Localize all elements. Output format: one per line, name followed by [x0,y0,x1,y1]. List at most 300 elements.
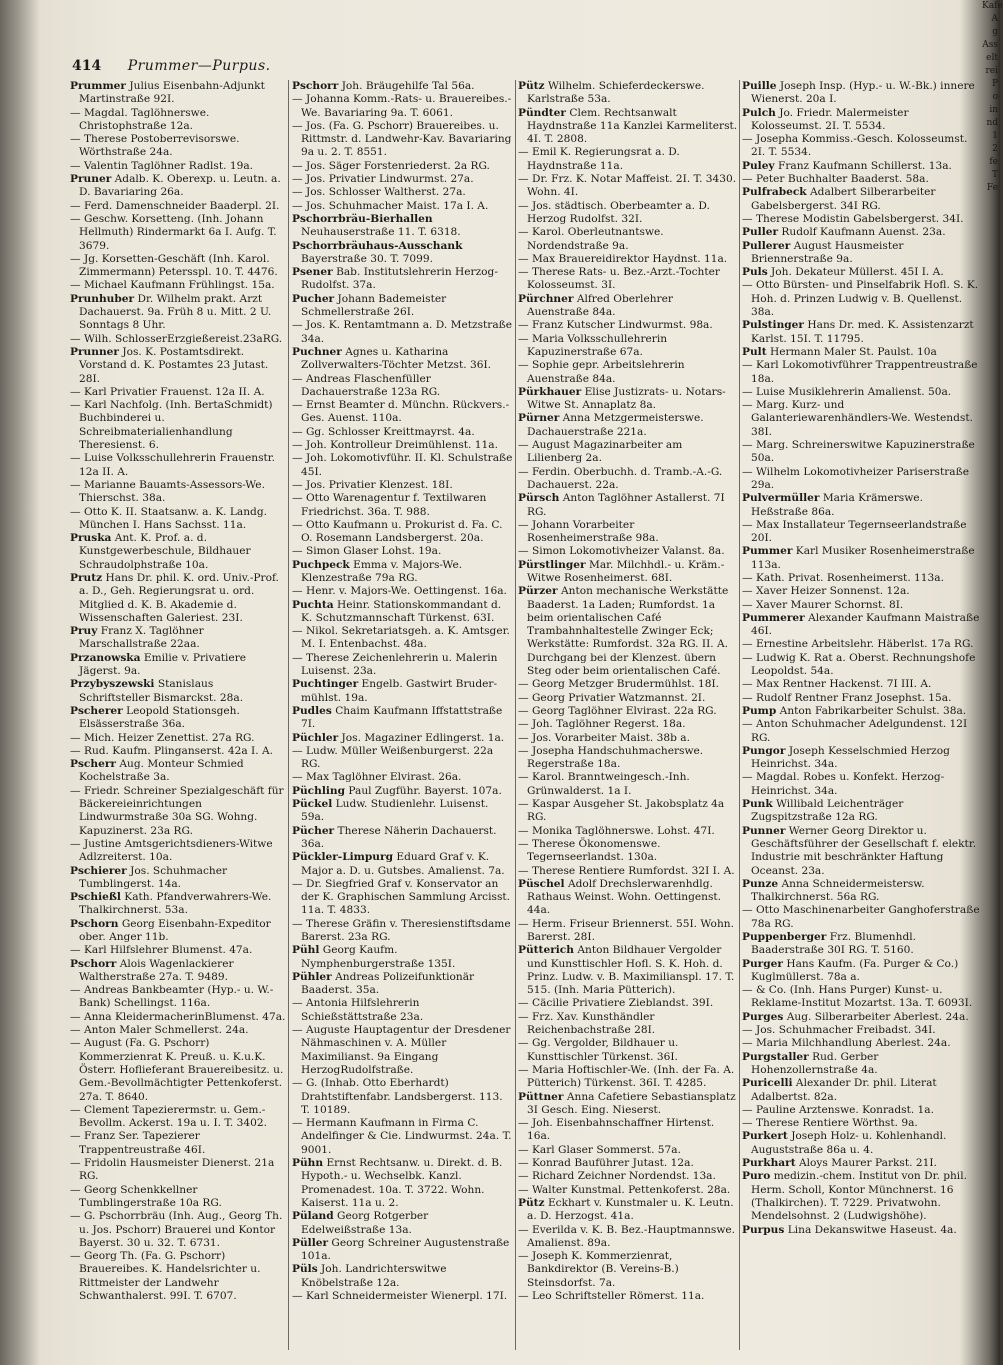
entry-text: — Otto K. II. Staatsanw. a. K. Landg. München I. Hans Sachsst. 11a. [70,505,267,531]
entry-surname: Pücher [292,824,335,837]
entry-surname: Purgstaller [742,1050,809,1063]
directory-entry [742,1170,980,1223]
directory-entry [70,107,286,134]
entry-text: — Simon Lokomotivheizer Valanst. 8a. [518,545,725,558]
entry-text: Therese Näherin Dachauerst. 36a. [301,824,497,850]
directory-entry [70,625,286,652]
entry-text: — Joh. Eisenbahnschaffner Hirtenst. 16a. [518,1117,715,1143]
directory-entry [518,678,738,691]
entry-text: — Luise Volksschullehrerin Frauenstr. 12a II. A. [70,452,276,478]
entry-text: Georg Eisenbahn-Expeditor ober. Anger 11b. [79,917,271,943]
entry-surname: Purger [742,957,783,970]
directory-entry [518,1064,738,1091]
entry-text: — Therese Rentiere Rumfordst. 32I I. A. [518,864,735,877]
entry-text: — Jos. Vorarbeiter Maist. 38b a. [518,731,690,744]
entry-text: Ant. K. Prof. a. d. Kunstgewerbeschule, Bildhauer Schraudolphstraße 10a. [79,532,251,571]
entry-text: — Magdal. Robes u. Konfekt. Herzog-Heinrichst. 34a. [742,771,945,797]
directory-entry [742,904,980,931]
directory-entry [70,758,286,785]
directory-entry [70,785,286,838]
entry-surname: Pürchner [518,292,574,305]
directory-entry [518,519,738,546]
entry-text: Andreas Polizeifunktionär Baaderst. 35a. [301,970,475,997]
edge-fragment: A [991,14,998,24]
entry-surname: Pult [742,345,767,358]
entry-surname: Pschorn [70,917,119,930]
directory-entry [742,878,980,905]
entry-text: — Kath. Privat. Rosenheimerst. 113a. [742,571,944,584]
directory-entry [518,1117,738,1144]
entry-text: — Pauline Arztenswe. Konradst. 1a. [742,1103,934,1116]
directory-entry [518,825,738,838]
directory-entry [292,878,514,918]
directory-entry [292,186,514,199]
directory-entry [70,213,286,253]
entry-text: Kath. Pfandverwahrers-We. Thalkirchnerst. 53a. [79,891,272,917]
entry-text: — & Co. (Inh. Hans Purger) Kunst- u. Reklame-Institut Mozartst. 13a. T. 6093I. [742,984,973,1010]
directory-entry [518,944,738,997]
directory-entry [70,133,286,160]
directory-entry [70,1037,286,1103]
entry-text: — Luise Musiklehrerin Amalienst. 50a. [742,385,952,398]
directory-entry [70,532,286,572]
directory-entry [70,452,286,479]
directory-entry [742,492,980,519]
entry-text: — Jos. Schlosser Waltherst. 27a. [292,186,466,199]
directory-entry [70,173,286,200]
entry-text: — Xaver Maurer Schornst. 8I. [742,598,904,611]
directory-entry [742,1024,980,1037]
edge-fragment: 1 [992,131,998,141]
entry-text: — Jos. Schuhmacher Maist. 17a I. A. [292,199,489,212]
directory-entry [518,146,738,173]
entry-text: — Karl Lokomotivführer Trappentreustraße 18a. [742,359,978,385]
entry-text: — Maria Hoftischler-We. (Inh. der Fa. A. Pütterich) Türkenst. 36I. T. 4285. [518,1063,735,1090]
entry-text: — Otto Bürsten- und Pinselfabrik Hofl. S. K. Hoh. d. Prinzen Ludwig v. B. Quellenst. 38a. [742,279,979,319]
entry-text: — Max Rentner Hackenst. 7I III. A. [742,678,932,691]
entry-text: Maria Krämerswe. Heßstraße 86a. [751,492,923,518]
directory-entry [70,1104,286,1131]
directory-entry [518,1037,738,1064]
entry-text: — Otto Maschinenarbeiter Ganghoferstraße 78a RG. [742,904,980,930]
directory-entry [518,107,738,147]
entry-surname: Prutz [70,571,103,584]
directory-entry [742,718,980,745]
directory-entry [70,346,286,386]
entry-text: — August Magazinarbeiter am Lilienberg 2a. [518,439,683,465]
entry-surname: Pump [742,704,777,717]
entry-text: Aug. Monteur Schmied Kochelstraße 3a. [79,758,244,784]
entry-text: — Mich. Heizer Zenettist. 27a RG. [70,731,255,744]
entry-surname: Pulstinger [742,319,805,332]
directory-entry [518,997,738,1010]
entry-text: Hans Kaufm. (Fa. Purger & Co.) Kuglmüllerst. 78a a. [751,957,959,983]
entry-surname: Puille [742,80,777,92]
entry-surname: Pschorr [292,80,339,92]
directory-entry [742,771,980,798]
entry-text: — G. Pschorrbräu (Inh. Aug., Georg Th. u. Jos. Pschorr) Brauerei und Kontor Bayerst. 30 u. 32. T. 6731. [70,1210,283,1249]
entry-surname: Purpus [742,1223,785,1236]
entry-text: — Jos. Privatier Klenzest. 18I. [292,478,453,491]
entry-text: Alfred Oberlehrer Auenstraße 84a. [527,292,673,319]
entry-text: — Frz. Xav. Kunsthändler Reichenbachstraße 28I. [518,1010,656,1037]
entry-surname: Pütterich [518,944,574,957]
entry-text: — Joh. Lokomotivführ. II. Kl. Schulstraße 45I. [292,452,513,478]
directory-entry [518,1197,738,1224]
directory-entry [518,492,738,519]
edge-fragment: Kafe [982,1,1003,11]
directory-entry [518,798,738,825]
directory-entry [292,519,514,546]
directory-entry [292,1237,514,1264]
entry-text: — Clement Tapezierermstr. u. Gem.-Bevollm. Ackerst. 19a u. I. T. 3402. [70,1103,267,1130]
entry-surname: Purkhart [742,1157,796,1170]
entry-surname: Pscherer [70,704,123,717]
entry-text: — Karl Glaser Sommerst. 57a. [518,1143,681,1156]
entry-text: Jos. Schuhmacher Tumblingerst. 14a. [79,864,228,890]
entry-text: — Max Brauereidirektor Haydnst. 11a. [518,252,728,265]
entry-text: Rud. Gerber Hohenzollernstraße 4a. [751,1050,879,1076]
entry-surname: Pschorr [70,957,117,970]
edge-fragment: P [991,79,998,89]
directory-entry [742,439,980,466]
entry-text: Ernst Rechtsanw. u. Direkt. d. B. Hypoth.- u. Wechselbk. Kanzl. Promenadest. 10a. T. 3722. Wohn. Kaiserst. 11a u. 2. [301,1157,503,1209]
entry-text: Jos. Magaziner Edlingerst. 1a. [341,731,505,744]
directory-entry [292,452,514,479]
directory-entry [518,692,738,705]
directory-entry [742,825,980,878]
directory-entry [292,479,514,492]
directory-entry [70,652,286,679]
directory-entry [518,878,738,918]
entry-text: — Jos. Schuhmacher Freibadst. 34I. [742,1024,936,1037]
directory-entry [70,479,286,506]
entry-text: Willibald Leichenträger Zugspitzstraße 12a RG. [751,798,904,824]
directory-entry [292,825,514,852]
entry-text: Adalbert Silberarbeiter Gabelsbergerst. 34I RG. [751,186,936,212]
entry-text: Hermann Maler St. Paulst. 10a [769,345,937,358]
entry-surname: Psener [292,266,333,279]
directory-entry [742,931,980,958]
directory-entry [292,200,514,213]
directory-entry [742,1051,980,1078]
entry-text: Lina Dekanswitwe Haseust. 4a. [787,1223,957,1236]
directory-entry [518,1091,738,1118]
entry-text: — Fridolin Hausmeister Dienerst. 21a RG. [70,1157,275,1183]
edge-fragment: Fe [986,183,998,193]
entry-text: — Therese Rentiere Wörthst. 9a. [742,1117,918,1130]
entry-text: — Karol. Branntweingesch.-Inh. Grünwalderst. 1a I. [518,771,690,797]
directory-entry [70,918,286,945]
entry-text: Franz X. Taglöhner Marschallstraße 22aa. [79,625,204,651]
entry-text: Hans Dr. med. K. Assistenzarzt Karlst. 15I. T. 11795. [751,319,974,345]
entry-text: — Emil K. Regierungsrat a. D. Haydnstraße 11a. [518,146,680,172]
entry-surname: Puro [742,1170,771,1183]
directory-entry [292,1077,514,1117]
entry-surname: Puls [742,266,768,279]
directory-entry [70,1157,286,1184]
entry-text: Jo. Friedr. Malermeister Kolosseumst. 2I. T. 5534. [751,106,909,132]
entry-text: — Joh. Taglöhner Regerst. 18a. [518,718,686,731]
entry-text: — Otto Warenagentur f. Textilwaren Friedrichst. 36a. T. 988. [292,492,487,518]
entry-text: Werner Georg Direktor u. Geschäftsführer der Gesellschaft f. elektr. Industrie mit beschränkter Haftung Oceanst. 23a. [751,824,977,877]
entry-text: Paul Zugführ. Bayerst. 107a. [348,784,502,797]
column-divider [288,80,289,1350]
directory-entry [70,1011,286,1024]
entry-text: Alexander Dr. phil. Literat Adalbertst. 82a. [751,1077,937,1103]
directory-entry [70,1184,286,1211]
page-number: 414 [72,58,102,74]
entry-text: Joseph Holz- u. Kohlenhandl. Auguststraße 86a u. 4. [751,1130,947,1156]
directory-entry [518,1250,738,1290]
directory-entry [292,851,514,878]
entry-text: Joh. Landrichterswitwe Knöbelstraße 12a. [301,1263,447,1289]
directory-entry [292,771,514,784]
directory-entry [292,798,514,825]
directory-entry [70,506,286,533]
entry-surname: Püchler [292,731,339,744]
directory-entry [742,1117,980,1130]
entry-surname: Pudles [292,704,332,717]
entry-surname: Puppenberger [742,931,827,943]
entry-text: August Hausmeister Briennerstraße 9a. [751,239,904,265]
entry-surname: Przanowska [70,651,141,664]
entry-text: — Gg. Vergolder, Bildhauer u. Kunsttischler Türkenst. 36I. [518,1037,679,1063]
entry-text: Chaim Kaufmann Iffstattstraße 7I. [301,704,503,731]
directory-entry [70,1130,286,1157]
entry-text: — Monika Taglöhnerswe. Lohst. 47I. [518,824,715,837]
directory-entry [742,638,980,651]
directory-entry [518,319,738,332]
entry-text: — Karl Privatier Frauenst. 12a II. A. [70,385,265,398]
directory-entry [518,266,738,293]
directory-entry [518,545,738,558]
directory-entry [70,572,286,625]
entry-text: — Therese Rats- u. Bez.-Arzt.-Tochter Kolosseumst. 3I. [518,266,720,292]
directory-entry [742,186,980,213]
entry-text: — Everilda v. K. B. Bez.-Hauptmannswe. Amalienst. 89a. [518,1223,736,1249]
entry-text: — Konrad Bauführer Jutast. 12a. [518,1157,694,1170]
edge-fragment: fe [989,157,998,167]
entry-text: — Ernst Beamter d. Münchn. Rückvers.-Ges. Auenst. 110a. [292,399,510,425]
directory-column-1 [70,80,286,1355]
entry-text: Leopold Stationsgeh. Elsässerstraße 36a. [79,704,240,731]
entry-text: — Antonia Hilfslehrerin Schießstättstraße 23a. [292,997,424,1023]
entry-text: Hans Dr. phil. K. ord. Univ.-Prof. a. D., Geh. Regierungsrat u. ord. Mitglied d. K. B. Akademie d. Wissenschaften Galeriest. 23I. [79,571,279,624]
entry-text: Anton Bildhauer Vergolder und Kunsttischler Hofl. S. K. Hoh. d. Prinz. Ludw. v. B. Maximilianspl. 17. T. 515. (Inh. Maria Pütterich). [527,944,735,997]
directory-entry [70,745,286,758]
entry-text: Engelb. Gastwirt Bruder-mühlst. 19a. [301,678,498,704]
entry-surname: Pschierer [70,864,127,877]
directory-column-2 [292,80,514,1355]
directory-entry [518,386,738,413]
directory-entry [518,1144,738,1157]
entry-text: — Marianne Bauamts-Assessors-We. Thierschst. 38a. [70,478,265,505]
entry-surname: Pürkhauer [518,385,582,398]
entry-surname: Püttner [518,1090,564,1103]
directory-entry [742,599,980,612]
directory-entry [742,958,980,985]
entry-text: — Therese Ökonomenswe. Tegernseerlandst. 130a. [518,837,661,864]
entry-text: — Sophie gepr. Arbeitslehrerin Auenstraße 84a. [518,359,685,385]
entry-text: — Magdal. Taglöhnerswe. Christophstraße 12a. [70,106,210,132]
edge-fragment: T [991,170,998,180]
directory-entry [292,492,514,519]
directory-entry [292,399,514,426]
entry-text: — Anton Maler Schmellerst. 24a. [70,1024,249,1037]
entry-text: — Georg Privatier Watzmannst. 2I. [518,691,706,704]
entry-text: — Dr. Siegfried Graf v. Konservator an der K. Graphischen Sammlung Arcisst. 11a. T. 4833. [292,877,510,917]
entry-surname: Pühler [292,970,332,983]
entry-surname: Pulch [742,106,776,119]
directory-entry [742,984,980,1011]
edge-fragment: in [989,105,998,115]
directory-entry [518,771,738,798]
entry-text: — Hermann Kaufmann in Firma C. Andelfinger & Cie. Lindwurmst. 24a. T. 9001. [292,1117,512,1156]
directory-entry [70,678,286,705]
directory-entry [70,865,286,892]
entry-surname: Pürsch [518,492,560,505]
directory-entry [742,466,980,493]
edge-fragment: g [992,27,998,37]
directory-entry [742,705,980,718]
entry-surname: Prunner [70,345,119,358]
directory-entry [742,160,980,173]
entry-surname: Punze [742,877,779,890]
entry-text: Bayerstraße 30. T. 7099. [301,252,433,265]
directory-entry [518,1011,738,1038]
directory-entry [70,838,286,865]
directory-entry [518,359,738,386]
entry-text: Neuhauserstraße 11. T. 6318. [301,226,461,239]
entry-text: Bab. Institutslehrerin Herzog-Rudolfst. 37a. [301,266,498,292]
directory-entry [518,412,738,439]
entry-text: Emma v. Majors-We. Klenzestraße 79a RG. [301,558,463,584]
entry-text: Dr. Wilhelm prakt. Arzt Dachauerst. 9a. Früh 8 u. Mitt. 2 U. Sonntags 8 Uhr. [79,292,272,332]
entry-text: — Peter Buchhalter Baaderst. 58a. [742,173,929,186]
entry-surname: Pürner [518,412,560,425]
entry-text: Heinr. Stationskommandant d. K. Schutzmannschaft Türkenst. 63I. [301,598,502,624]
entry-text: — Franz Ser. Tapezierer Trappentreustraße 46I. [70,1130,206,1156]
directory-entry [742,226,980,239]
entry-text: Ludw. Studienlehr. Luisenst. 59a. [301,798,489,824]
entry-text: — Ernestine Arbeitslehr. Häberlst. 17a RG. [742,638,974,651]
directory-entry [292,266,514,293]
entry-text: Anton Taglöhner Astallerst. 7I RG. [527,492,725,518]
entry-text: — Therese Zeichenlehrerin u. Malerin Luisenst. 23a. [292,651,498,678]
entry-text: Joseph Kesselschmied Herzog Heinrichst. 34a. [751,744,950,771]
entry-surname: Pühn [292,1157,324,1170]
directory-entry [742,678,980,691]
entry-surname: Pühl [292,944,320,957]
directory-entry [70,333,286,346]
directory-entry [742,107,980,134]
entry-text: — Therese Gräfin v. Theresienstiftsdame Barerst. 23a RG. [292,917,511,943]
entry-surname: Pungor [742,744,786,757]
entry-text: Georg Rotgerber Edelweißstraße 13a. [301,1210,429,1236]
directory-entry [292,213,514,240]
directory-entry [70,1250,286,1303]
entry-text: Adalb. K. Oberexp. u. Leutn. a. D. Bavariaring 26a. [79,173,281,199]
directory-entry [518,732,738,745]
entry-text: — Valentin Taglöhner Radlst. 19a. [70,159,254,172]
directory-entry [292,1210,514,1237]
entry-text: — Marg. Kurz- und Galanteriewarenhändlers-We. Westendst. 38I. [742,399,973,438]
entry-text: — Jos. K. Rentamtmann a. D. Metzstraße 34a. [292,319,513,345]
entry-surname: Püchling [292,784,345,797]
directory-entry [518,466,738,493]
directory-entry [518,1170,738,1183]
directory-entry [70,253,286,280]
entry-surname: Pschorrbräuhaus-Ausschank [292,239,463,252]
directory-entry [70,891,286,918]
entry-surname: Pürzer [518,585,558,598]
entry-text: — Josepha Handschuhmacherswe. Regerstraße 18a. [518,744,704,771]
entry-surname: Puley [742,159,775,172]
entry-text: Aug. Silberarbeiter Aberlest. 24a. [786,1010,969,1023]
entry-text: — Wilhelm Lokomotivheizer Pariserstraße 29a. [742,465,969,491]
entry-surname: Prummer [70,80,126,92]
directory-entry [518,918,738,945]
edge-fragment: 2 [992,144,998,154]
directory-entry [742,173,980,186]
directory-entry [70,944,286,957]
page-header [72,58,972,80]
directory-entry [742,1011,980,1024]
entry-surname: Pruner [70,173,112,186]
directory-entry [518,838,738,865]
entry-surname: Purkert [742,1130,788,1143]
entry-surname: Prunhuber [70,292,135,305]
entry-text: — Max Taglöhner Elvirast. 26a. [292,771,462,784]
directory-entry [292,240,514,267]
entry-text: — Nikol. Sekretariatsgeh. a. K. Amtsger. M. I. Entenbachst. 48a. [292,625,510,651]
directory-entry [742,1130,980,1157]
entry-surname: Pullerer [742,239,791,252]
entry-text: Anton mechanische Werkstätte Baaderst. 1a Laden; Rumfordst. 1a beim orientalischen Café Trambahnhaltestelle Zwinger Eck; Werkstätte: Rumfordst. 32a RG. II. A. Durchgang bei der Klenzest. übern Steg oder beim orientalischen Café. [527,585,729,678]
entry-surname: Pürstlinger [518,558,586,571]
directory-entry [292,1024,514,1077]
entry-surname: Puchpeck [292,558,350,571]
entry-surname: Puller [742,226,779,239]
directory-entry [292,80,514,93]
directory-entry [292,652,514,679]
directory-entry [292,173,514,186]
directory-entry [742,1104,980,1117]
directory-entry [742,359,980,386]
entry-text: Alois Wagenlackierer Waltherstraße 27a. T. 9489. [79,957,234,983]
directory-entry [518,1290,738,1303]
entry-text: — Wilh. SchlosserErzgießereist.23aRG. [70,332,283,345]
entry-text: — Franz Kutscher Lindwurmst. 98a. [518,319,713,332]
entry-text: — Georg Metzger Brudermühlst. 18I. [518,678,720,691]
entry-text: Anna Metzgermeisterswe. Dachauerstraße 221a. [527,412,704,438]
directory-entry [70,160,286,173]
entry-text: Mar. Milchhdl.- u. Kräm.-Witwe Rosenheimerst. 68I. [527,558,725,584]
entry-text: — Ludwig K. Rat a. Oberst. Rechnungshofe Leopoldst. 54a. [742,651,976,678]
entry-text: — Geschw. Korsetteng. (Inh. Johann Hellmuth) Rindermarkt 6a I. Aufg. T. 3679. [70,212,277,252]
entry-text: — Karl Nachfolg. (Inh. BertaSchmidt) Buchbinderei u. Schreibmaterialienhandlung Theresienst. 6. [70,399,273,452]
entry-text: — Georg Taglöhner Elvirast. 22a RG. [518,704,717,717]
entry-text: — Maria Milchhandlung Aberlest. 24a. [742,1037,951,1050]
entry-surname: Puricelli [742,1077,793,1090]
entry-text: Agnes u. Katharina Zollverwalters-Töchter Metzst. 36I. [301,345,491,372]
directory-entry [70,80,286,107]
edge-fragment: Ass [982,40,998,50]
directory-entry [742,745,980,772]
directory-entry [518,80,738,107]
directory-entry [742,133,980,160]
